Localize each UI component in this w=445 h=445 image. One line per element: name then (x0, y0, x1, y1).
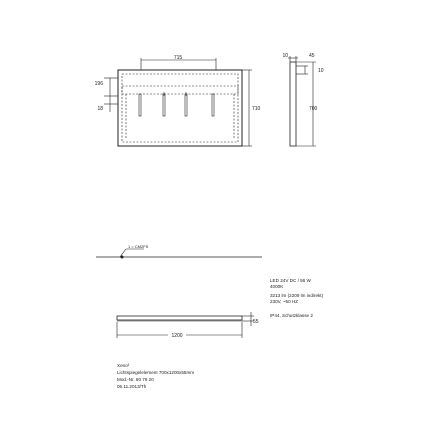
side-top-left-label: 10 (282, 53, 288, 59)
front-height-label: 710 (252, 106, 261, 112)
spec-line: 4000K (270, 284, 284, 289)
side-height-label: 700 (309, 106, 318, 112)
bottom-depth-label: 55 (253, 319, 259, 325)
front-width-label: 715 (173, 55, 183, 61)
fixing-bracket-4 (212, 94, 214, 116)
spec-line: IP44, Schutzklasse 2 (270, 313, 313, 318)
bottom-view (117, 312, 254, 338)
led-band (122, 86, 238, 94)
bottom-width-label: 1200 (171, 333, 183, 339)
front-left-bottom-label: 18 (97, 106, 103, 112)
model-number: Mod.-Nr. 80 78 20 (117, 377, 154, 382)
product-name: Xeno² (117, 363, 130, 368)
mirror-inner-panel (122, 74, 238, 142)
mirror-bottom-profile (117, 316, 242, 320)
fixing-bracket-3 (185, 94, 187, 116)
side-small-label: 10 (318, 68, 324, 74)
mirror-profile (290, 62, 296, 146)
fixing-bracket-1 (139, 94, 141, 116)
side-top-right-label: 45 (309, 53, 315, 59)
mirror-outer-frame (118, 70, 242, 146)
fixing-bracket-2 (163, 94, 165, 116)
product-info-block (117, 363, 194, 389)
mount-callout: 1 = CM2FS (128, 244, 149, 249)
drawing-date: 06.11.2013/Th (117, 384, 147, 389)
spec-line: 3213 lm (2209 lm indirekt) (270, 293, 324, 298)
front-left-top-label: 196 (94, 81, 103, 87)
mount-view (96, 249, 262, 258)
spec-block (270, 278, 324, 318)
product-description: Lichtspiegelelement 700x1200x55mm (117, 370, 195, 375)
mount-point (121, 256, 123, 258)
spec-line: LED 24V DC / 56 W (270, 278, 311, 283)
front-view (104, 58, 252, 146)
spec-line: 230V, ~50 HZ (270, 299, 299, 304)
callout-leader (120, 249, 126, 257)
side-view (288, 56, 316, 146)
